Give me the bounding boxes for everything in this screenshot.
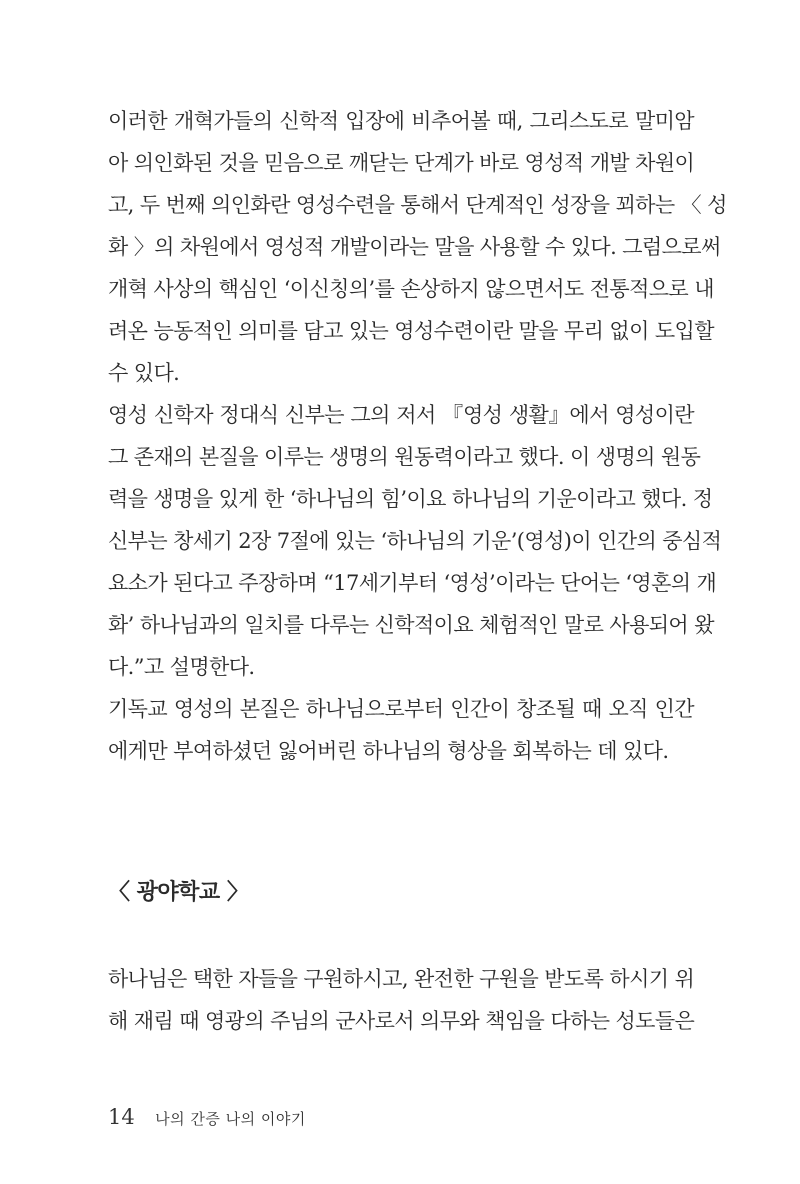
text-line: 수 있다. (108, 361, 180, 385)
text-line: 그 존재의 본질을 이루는 생명의 원동력이라고 했다. 이 생명의 원동 (108, 445, 701, 469)
text-line: 기독교 영성의 본질은 하나님으로부터 인간이 창조될 때 오직 인간 (108, 697, 694, 721)
text-line: 화 〉의 차원에서 영성적 개발이라는 말을 사용할 수 있다. 그럼으로써 (108, 235, 721, 259)
text-line: 고, 두 번째 의인화란 영성수련을 통해서 단계적인 성장을 꾀하는 〈 성 (108, 193, 727, 217)
text-line: 신부는 창세기 2장 7절에 있는 ‘하나님의 기운’(영성)이 인간의 중심적 (108, 529, 722, 553)
text-line: 요소가 된다고 주장하며 “17세기부터 ‘영성’이라는 단어는 ‘영혼의 개 (108, 571, 717, 595)
text-line: 다.”고 설명한다. (108, 655, 255, 679)
text-line: 개혁 사상의 핵심인 ‘이신칭의’를 손상하지 않으면서도 전통적으로 내 (108, 277, 714, 301)
text-line: 아 의인화된 것을 믿음으로 깨닫는 단계가 바로 영성적 개발 차원이 (108, 151, 695, 175)
page-number: 14 (108, 1105, 135, 1129)
main-text (108, 100, 727, 772)
text-line: 이러한 개혁가들의 신학적 입장에 비추어볼 때, 그리스도로 말미암 (108, 109, 694, 133)
paragraph-2 (108, 394, 722, 688)
section-heading: 〈 광야학교 〉 (108, 879, 249, 905)
text-line: 화’ 하나님과의 일치를 다루는 신학적이요 체험적인 말로 사용되어 왔 (108, 613, 714, 637)
paragraph-1 (108, 100, 727, 394)
running-title: 나의 간증 나의 이야기 (155, 1110, 306, 1128)
text-line: 영성 신학자 정대식 신부는 그의 저서 『영성 생활』에서 영성이란 (108, 403, 694, 427)
text-line: 력을 생명을 있게 한 ‘하나님의 힘’이요 하나님의 기운이라고 했다. 정 (108, 487, 713, 511)
text-line: 에게만 부여하셨던 잃어버린 하나님의 형상을 회복하는 데 있다. (108, 739, 669, 763)
paragraph-3 (108, 688, 694, 772)
text-line: 해 재림 때 영광의 주님의 군사로서 의무와 책임을 다하는 성도들은 (108, 1009, 695, 1033)
text-line: 려온 능동적인 의미를 담고 있는 영성수련이란 말을 무리 없이 도입할 (108, 319, 714, 343)
paragraph-4 (108, 958, 694, 1042)
text-line: 하나님은 택한 자들을 구원하시고, 완전한 구원을 받도록 하시기 위 (108, 967, 695, 991)
page-footer (108, 1102, 306, 1132)
